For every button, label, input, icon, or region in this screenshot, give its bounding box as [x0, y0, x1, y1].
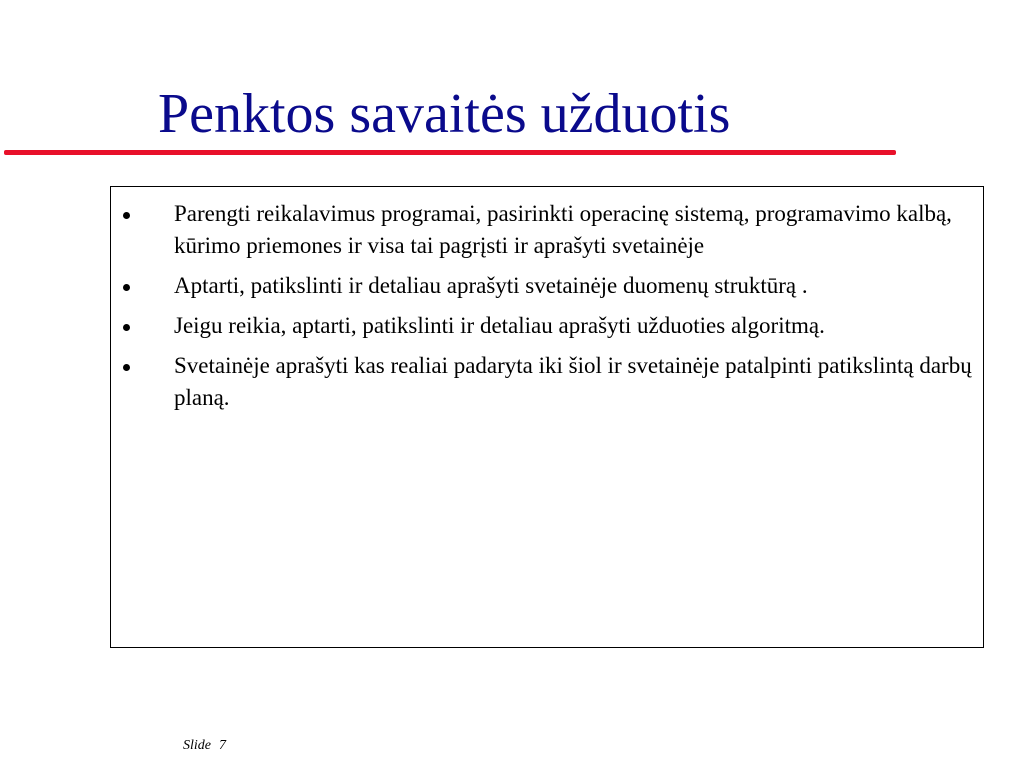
bullet-dot-icon [123, 284, 130, 291]
bullet-item [111, 198, 983, 262]
bullet-text: Parengti reikalavimus programai, pasirinkti operacinę sistemą, programavimo kalbą, kūrimo priemones ir visa tai pagrįsti ir aprašyti svetainėje [174, 201, 952, 258]
bullet-text: Jeigu reikia, aptarti, patikslinti ir detaliau aprašyti užduoties algoritmą. [174, 313, 825, 338]
content-box [110, 186, 984, 648]
bullet-item [111, 310, 983, 342]
slide-title: Penktos savaitės užduotis [158, 83, 731, 145]
bullet-item [111, 350, 983, 414]
bullet-dot-icon [123, 212, 130, 219]
title-underline-rule [4, 150, 896, 155]
slide-label: Slide [183, 738, 211, 753]
bullet-list [111, 198, 983, 422]
slide-footer [183, 738, 226, 754]
slide-number: 7 [219, 738, 226, 753]
bullet-text: Aptarti, patikslinti ir detaliau aprašyti svetainėje duomenų struktūrą . [174, 273, 808, 298]
bullet-dot-icon [123, 324, 130, 331]
bullet-dot-icon [123, 364, 130, 371]
bullet-text: Svetainėje aprašyti kas realiai padaryta iki šiol ir svetainėje patalpinti patikslintą darbų planą. [174, 353, 972, 410]
bullet-item [111, 270, 983, 302]
